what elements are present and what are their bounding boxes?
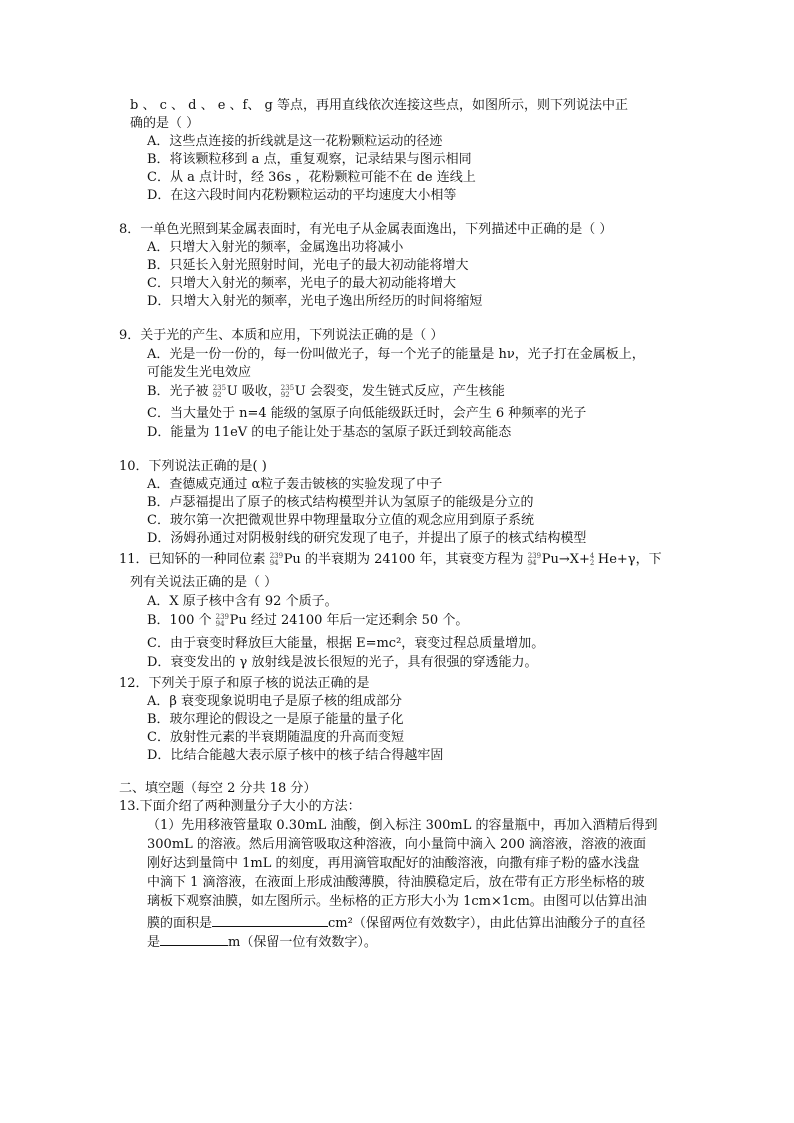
q8-option-d: D．只增大入射光的频率，光电子逸出所经历的时间将缩短: [147, 294, 483, 309]
q7-stem-line2: 确的是（ ）: [130, 116, 200, 131]
q9-option-a-line1: A．光是一份一份的，每一份叫做光子，每一个光子的能量是 hν，光子打在金属板上，: [147, 347, 645, 362]
q11-stem-pre: 11．已知钚的一种同位素: [119, 552, 270, 567]
q8-option-b: B．只延长入射光照射时间，光电子的最大初动能将增大: [147, 258, 469, 273]
q9-option-b: [147, 383, 505, 401]
q8-option-a: A．只增大入射光的频率，金属逸出功将减小: [147, 240, 404, 255]
q11-stem: [119, 551, 662, 569]
section-2-title: 二、填空题（每空 2 分共 18 分）: [119, 781, 317, 796]
q8-option-c: C．只增大入射光的频率，光电子的最大初动能将增大: [147, 276, 456, 291]
q13-paragraph-line4: 中滴下 1 滴溶液，在液面上形成油酸薄膜，待油膜稳定后，放在带有正方形坐标格的玻: [147, 875, 645, 890]
q7-option-a: A．这些点连接的折线就是这一花粉颗粒运动的径迹: [147, 134, 443, 149]
uranium-nuclide: 235 92: [212, 383, 227, 399]
q12-option-b: B．玻尔理论的假设之一是原子能量的量子化: [147, 712, 404, 727]
q13-paragraph-line7: [147, 931, 377, 952]
q13-stem: 13.下面介绍了两种测量分子大小的方法：: [119, 799, 361, 814]
q10-option-b: B．卢瑟福提出了原子的核式结构模型并认为氢原子的能级是分立的: [147, 495, 534, 510]
diameter-answer-blank[interactable]: [160, 931, 228, 946]
q11-stem-line2: 列有关说法正确的是（ ）: [130, 575, 278, 590]
q9-option-b-mid2: U 会裂变，发生链式反应，产生核能: [294, 384, 505, 399]
plutonium-nuclide-3: 239 94: [215, 612, 230, 628]
q13-paragraph-line6: [147, 912, 645, 933]
q11-stem-end: He+γ，下: [597, 552, 662, 567]
uranium-nuclide-2: 235 92: [280, 383, 295, 399]
area-answer-blank[interactable]: [212, 912, 328, 927]
q11-option-b-pre: B．100 个: [147, 613, 216, 628]
q13-paragraph-line5: 璃板下观察油膜，如左图所示。坐标格的正方形大小为 1cm×1cm。由图可以估算出油: [147, 894, 647, 909]
q11-stem-mid: Pu 的半衰期为 24100 年，其衰变方程为: [283, 552, 528, 567]
q9-option-c: C．当大量处于 n=4 能级的氢原子向低能级跃迁时，会产生 6 种频率的光子: [147, 406, 587, 421]
q11-option-d: D．衰变发出的 γ 放射线是波长很短的光子，具有很强的穿透能力。: [147, 655, 538, 670]
q12-option-c: C．放射性元素的半衰期随温度的升高而变短: [147, 730, 404, 745]
q9-option-d: D．能量为 11eV 的电子能让处于基态的氢原子跃迁到较高能态: [147, 425, 512, 440]
q10-stem: 10．下列说法正确的是( ): [119, 459, 267, 474]
q13-paragraph-line3: 刚好达到量筒中 1mL 的刻度，再用滴管取配好的油酸溶液，向撒有痱子粉的盛水浅盘: [147, 856, 640, 871]
q12-option-d: D．比结合能越大表示原子核中的核子结合得越牢固: [147, 748, 444, 763]
q11-option-a: A．X 原子核中含有 92 个质子。: [147, 594, 338, 609]
q11-stem-post: Pu→X+: [541, 552, 590, 567]
plutonium-nuclide-2: 239 94: [527, 551, 542, 567]
q13-paragraph-line2: 300mL 的溶液。然后用滴管吸取这种溶液，向小量筒中滴入 200 滴溶液，溶液的液面: [147, 837, 646, 852]
q12-stem: 12．下列关于原子和原子核的说法正确的是: [119, 676, 370, 691]
q10-option-a: A．查德威克通过 α粒子轰击铍核的实验发现了中子: [147, 477, 443, 492]
q9-option-b-pre: B．光子被: [147, 384, 213, 399]
q13-line6-pre: 膜的面积是: [147, 916, 213, 931]
q10-option-c: C．玻尔第一次把微观世界中物理量取分立值的观念应用到原子系统: [147, 513, 534, 528]
q7-option-d: D．在这六段时间内花粉颗粒运动的平均速度大小相等: [147, 188, 457, 203]
q7-option-b: B．将该颗粒移到 a 点，重复观察，记录结果与图示相同: [147, 152, 472, 167]
q13-line7-pre: 是: [147, 935, 161, 950]
helium-nuclide: 4 2: [589, 551, 595, 567]
q13-paragraph-line1: （1）先用移液管量取 0.30mL 油酸，倒入标注 300mL 的容量瓶中，再加入酒精后得到: [147, 818, 658, 833]
q12-option-a: A．β 衰变现象说明电子是原子核的组成部分: [147, 694, 403, 709]
q9-option-b-mid1: U 吸收，: [226, 384, 281, 399]
q9-stem: 9．关于光的产生、本质和应用，下列说法正确的是（ ）: [119, 328, 444, 343]
plutonium-nuclide: 239 94: [269, 551, 284, 567]
q10-option-d: D．汤姆孙通过对阴极射线的研究发现了电子，并提出了原子的核式结构模型: [147, 531, 587, 546]
q8-stem: 8．一单色光照到某金属表面时，有光电子从金属表面逸出，下列描述中正确的是（ ）: [119, 222, 613, 237]
q11-option-b-post: Pu 经过 24100 年后一定还剩余 50 个。: [229, 613, 469, 628]
q13-line6-post: cm²（保留两位有效数字），由此估算出油酸分子的直径: [328, 916, 646, 931]
q11-option-c: C．由于衰变时释放巨大能量，根据 E=mc²，衰变过程总质量增加。: [147, 636, 545, 651]
q13-line7-post: m（保留一位有效数字）。: [228, 935, 377, 950]
q9-option-a-line2: 可能发生光电效应: [147, 365, 252, 380]
q7-option-c: C．从 a 点计时，经 36s ，花粉颗粒可能不在 de 连线上: [147, 170, 476, 185]
q11-option-b: [147, 612, 468, 630]
q7-stem-line1: b 、 c 、 d 、 e 、f、 g 等点，再用直线依次连接这些点，如图所示，则下列说法中正: [130, 98, 628, 113]
